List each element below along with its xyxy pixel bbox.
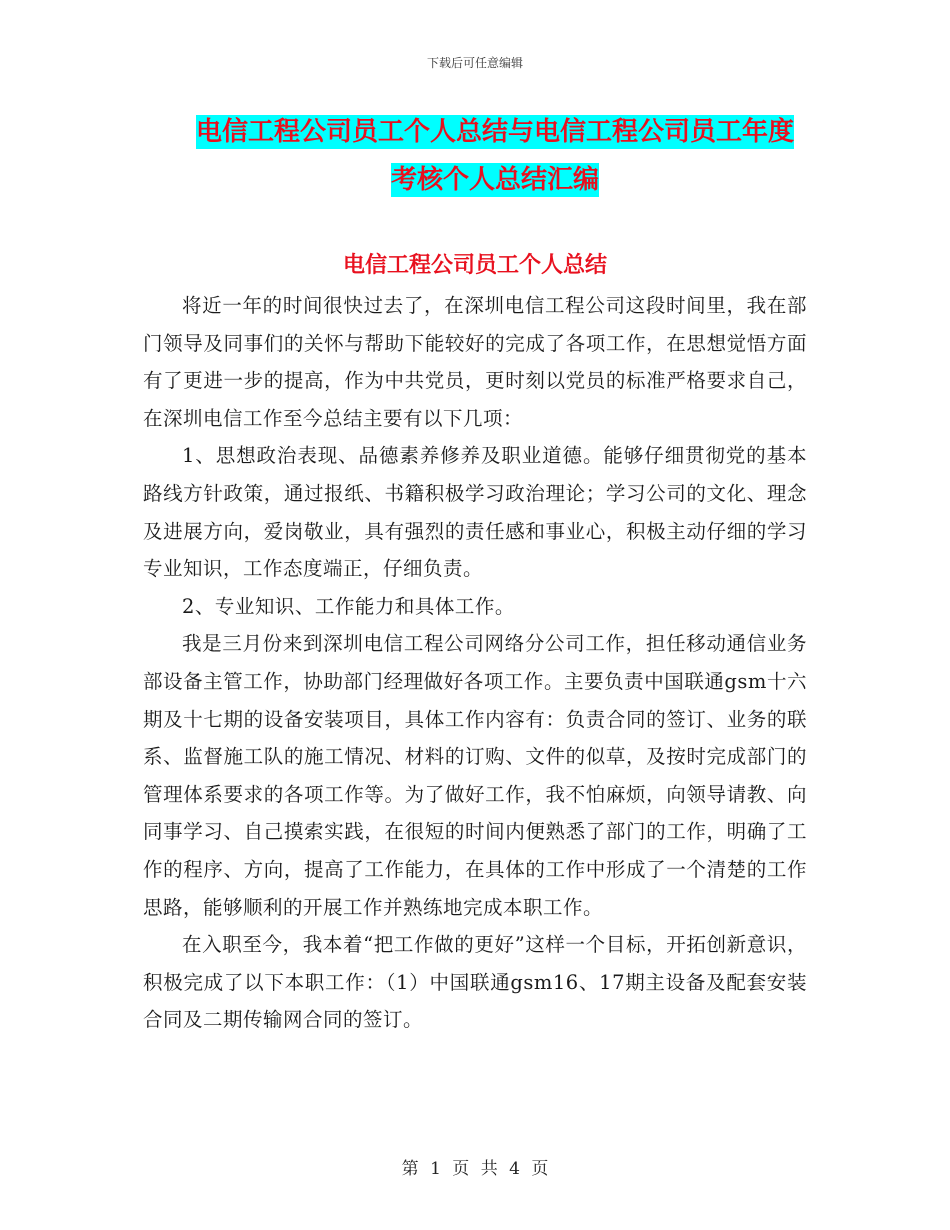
section-title: 电信工程公司员工个人总结	[342, 253, 607, 278]
document-title-line-2: 考核个人总结汇编	[390, 165, 599, 195]
page-header-note: 下载后可任意编辑	[426, 56, 523, 70]
page-number-footer: 第 1 页 共 4 页	[401, 1159, 549, 1179]
paragraph-work-description: 我是三月份来到深圳电信工程公司网络分公司工作，担任移动通信业务部设备主管工作，协助部门经理做好各项工作。主要负责中国联通gsm十六期及十七期的设备安装项目，具体工作内容有：负责合同的签订、业务的联系、监督施工队的施工情况、材料的订购、文件的似草，及按时完成部门的管理体系要求的各项工作等。为了做好工作，我不怕麻烦，向领导请教、向同事学习、自己摸索实践，在很短的时间内便熟悉了部门的工作，明确了工作的程序、方向，提高了工作能力，在具体的工作中形成了一个清楚的工作思路，能够顺利的开展工作并熟练地完成本职工作。	[143, 632, 807, 919]
paragraph-item-1: 1、思想政治表现、品德素养修养及职业道德。能够仔细贯彻党的基本路线方针政策，通过报纸、书籍积极学习政治理论；学习公司的文化、理念及进展方向，爱岗敬业，具有强烈的责任感和事业心，积极主动仔细的学习专业知识，工作态度端正，仔细负责。	[143, 444, 807, 581]
paragraph-intro: 将近一年的时间很快过去了，在深圳电信工程公司这段时间里，我在部门领导及同事们的关怀与帮助下能较好的完成了各项工作，在思想觉悟方面有了更进一步的提高，作为中共党员，更时刻以党员的标准严格要求自己，在深圳电信工作至今总结主要有以下几项：	[143, 294, 807, 430]
document-title-line-1: 电信工程公司员工个人总结与电信工程公司员工年度	[195, 117, 794, 147]
paragraph-item-2: 2、专业知识、工作能力和具体工作。	[182, 594, 515, 618]
document-title	[150, 108, 840, 204]
document-body	[143, 287, 807, 1039]
paragraph-achievements: 在入职至今，我本着“把工作做的更好”这样一个目标，开拓创新意识，积极完成了以下本职工作：（1）中国联通gsm16、17期主设备及配套安装合同及二期传输网合同的签订。	[143, 933, 807, 1032]
